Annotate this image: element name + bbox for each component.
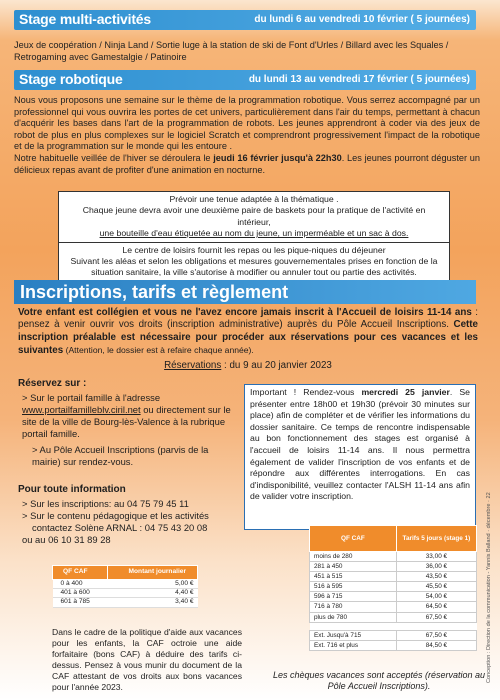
stage-multi-header: [14, 10, 476, 30]
table-row: [310, 562, 477, 572]
table-cell: 401 à 600: [53, 589, 108, 598]
table-row: [310, 572, 477, 582]
table-row: [310, 552, 477, 562]
info-box-line: Le centre de loisirs fournit les repas ou les pique-niques du déjeuner: [122, 244, 386, 255]
table-row: [310, 612, 477, 622]
table-cell: 33,00 €: [396, 552, 476, 562]
info-item-mobile: ou au 06 10 31 89 28: [22, 534, 111, 545]
stage-robot-paragraph: Nous vous proposons une semaine sur le thème de la programmation robotique. Vous serrez accompagné par un professionnel qui vous ouvrira les portes de cet univers, particulièrement dans l'air du temps, permettant à chacun d'acquérir les bases dans l'art de la programmation de robots. Les jeunes apprendront à coder via des jeux de robot de plus en plus complexes sur le logiciel Scratch et comprendront progressivement l'impact de la robotique et de la programmation sur le monde qui les entoure .: [14, 95, 480, 152]
info-heading: Pour toute information: [18, 484, 126, 495]
table-row: [310, 592, 477, 602]
cheques-note: Les chèques vacances sont acceptés (réservation au Pôle Accueil Inscriptions).: [272, 670, 486, 691]
info-box: [58, 191, 450, 282]
table-row: [310, 582, 477, 592]
table-cell: 3,40 €: [107, 598, 197, 607]
table-cell: 64,50 €: [396, 602, 476, 612]
table-row: [53, 589, 198, 598]
table-cell: 601 à 785: [53, 598, 108, 607]
reserve-item-text: > Sur le portail famille à l'adresse: [22, 392, 161, 403]
insc-bold-1: Votre enfant est collégien et vous ne l'avez encore jamais inscrit à l'Accueil de loisirs 11-14 ans: [18, 307, 472, 318]
table-cell: 0 à 400: [53, 580, 108, 589]
table-cell: 516 à 595: [310, 582, 397, 592]
table-cell: 67,50 €: [396, 612, 476, 622]
info-section: [18, 484, 238, 546]
info-item-content: > Sur le contenu pédagogique et les activités: [22, 510, 209, 521]
table-cell: Ext. Jusqu'à 715: [310, 630, 397, 640]
table-cell: Ext. 716 et plus: [310, 640, 397, 650]
inscriptions-text: [18, 307, 478, 372]
stage-multi-title: Stage multi-activités: [19, 11, 151, 27]
table-cell: 43,50 €: [396, 572, 476, 582]
table-cell: 281 à 450: [310, 562, 397, 572]
reserve-heading: Réservez sur :: [18, 378, 87, 389]
table-cell: plus de 780: [310, 612, 397, 622]
table-row: [310, 602, 477, 612]
info-item-phone: > Sur les inscriptions: au 04 75 79 45 11: [22, 498, 189, 509]
important-text-end: . Se présenter entre 18h00 et 19h30 (prévoir 30 minutes sur place) afin de compléter et de vérifier les informations du dossier sanitaire. Ce temps de rencontre indispensable au bon fonctionnement des stages est organisé à l'accueil de loisirs 11-14 ans. Il nous permettra également de valider l'inscription de vos enfants et de répondre aux différentes interrogations. En cas d'indisponibilité, veuillez contacter l'ALSH 11-14 ans afin de valider votre inscription.: [250, 387, 470, 502]
important-date: mercredi 25 janvier: [361, 387, 450, 397]
credits-vertical: [484, 492, 494, 700]
insc-bold-2: Cette inscription préalable est nécessaire pour procéder aux réservations pour ces vacances et les suivantes: [18, 319, 478, 357]
reservations-line: [18, 360, 478, 372]
stage-multi-text: Jeux de coopération / Ninja Land / Sortie luge à la station de ski de Font d'Urles / Billard avec les Squales / Retrogaming avec Gamestalgie / Patinoire: [14, 40, 449, 62]
table-cell: 596 à 715: [310, 592, 397, 602]
tariff-table-big: [309, 525, 477, 651]
info-box-line: Suivant les aléas et selon les obligations et mesures gouvernementales prises en fonction de la situation sanitaire, la ville s'autorise à modifier ou annuler tout ou partie des activités.: [70, 256, 438, 278]
table-cell: 54,00 €: [396, 592, 476, 602]
veillee-paragraph: [14, 153, 480, 176]
table-cell: 5,00 €: [107, 580, 197, 589]
veillee-text-end: . Les jeunes pourront déguster un délicieux repas avant de profiter d'une animation en nocturne.: [14, 152, 481, 175]
info-box-line: Chaque jeune devra avoir une deuxième paire de baskets pour la pratique de l'activité en intérieur,: [82, 205, 426, 227]
insc-note: (Attention, le dossier est à refaire chaque année).: [63, 345, 254, 356]
tariff-table-small: [52, 565, 198, 608]
table-row: [310, 640, 477, 650]
caf-note: Dans le cadre de la politique d'aide aux vacances pour les enfants, la CAF octroie une aide forfaitaire (bons CAF) à déduire des tarifs ci-dessus. Pensez à vous munir du document de la CAF attestant de vos droits aux bons vacances pour l'année 2023.: [52, 627, 242, 692]
stage-robot-header: [14, 70, 476, 90]
table-cell: 36,00 €: [396, 562, 476, 572]
table-header: QF CAF: [310, 526, 397, 552]
table-cell: moins de 280: [310, 552, 397, 562]
stage-robot-title: Stage robotique: [19, 71, 123, 87]
table-header: QF CAF: [53, 566, 108, 580]
important-box: [244, 384, 476, 530]
table-cell: 45,50 €: [396, 582, 476, 592]
reservations-dates: : du 9 au 20 janvier 2023: [221, 359, 332, 371]
table-row: [53, 580, 198, 589]
credits-text: Conception : Direction de la communication - Yannis Balland · décembre · 22: [486, 492, 492, 683]
table-row: [53, 598, 198, 607]
table-cell: 84,50 €: [396, 640, 476, 650]
table-cell: 451 à 515: [310, 572, 397, 582]
info-box-line: une bouteille d'eau étiquetée au nom du jeune, un imperméable et un sac à dos.: [99, 228, 409, 239]
portal-link[interactable]: www.portailfamilleblv.ciril.net: [22, 404, 141, 415]
stage-multi-dates: du lundi 6 au vendredi 10 février ( 5 journées): [254, 14, 470, 25]
insc-text-1: : pensez à venir ouvrir vos droits (inscription administrative) auprès du Pôle Accueil Inscriptions.: [18, 307, 478, 331]
stage-robot-text: [14, 95, 480, 176]
inscriptions-title: Inscriptions, tarifs et règlement: [14, 280, 476, 304]
important-text: Important ! Rendez-vous: [250, 387, 362, 397]
table-row: [310, 630, 477, 640]
table-cell: 4,40 €: [107, 589, 197, 598]
veillee-text: Notre habituelle veillée de l'hiver se déroulera le: [14, 152, 214, 163]
veillee-date: jeudi 16 février jusqu'à 22h30: [213, 152, 342, 163]
info-box-line: Prévoir une tenue adaptée à la thématique .: [169, 194, 339, 204]
reservations-label: Réservations: [164, 359, 222, 371]
info-item-contact: contactez Solène ARNAL : 04 75 43 20 08: [32, 522, 208, 533]
table-cell: 67,50 €: [396, 630, 476, 640]
reserve-item-portal: [18, 392, 238, 440]
table-header: Tarifs 5 jours (stage 1): [396, 526, 476, 552]
reserve-item-office: > Au Pôle Accueil Inscriptions (parvis de la mairie) sur rendez-vous.: [32, 444, 209, 467]
table-cell: 716 à 780: [310, 602, 397, 612]
reserve-section: [18, 378, 238, 468]
stage-robot-dates: du lundi 13 au vendredi 17 février ( 5 journées): [248, 74, 470, 85]
reserve-item-text: ou directement sur le site de la ville de Bourg-lès-Valence à la rubrique portail famille.: [22, 404, 231, 439]
table-header: Montant journalier: [107, 566, 197, 580]
